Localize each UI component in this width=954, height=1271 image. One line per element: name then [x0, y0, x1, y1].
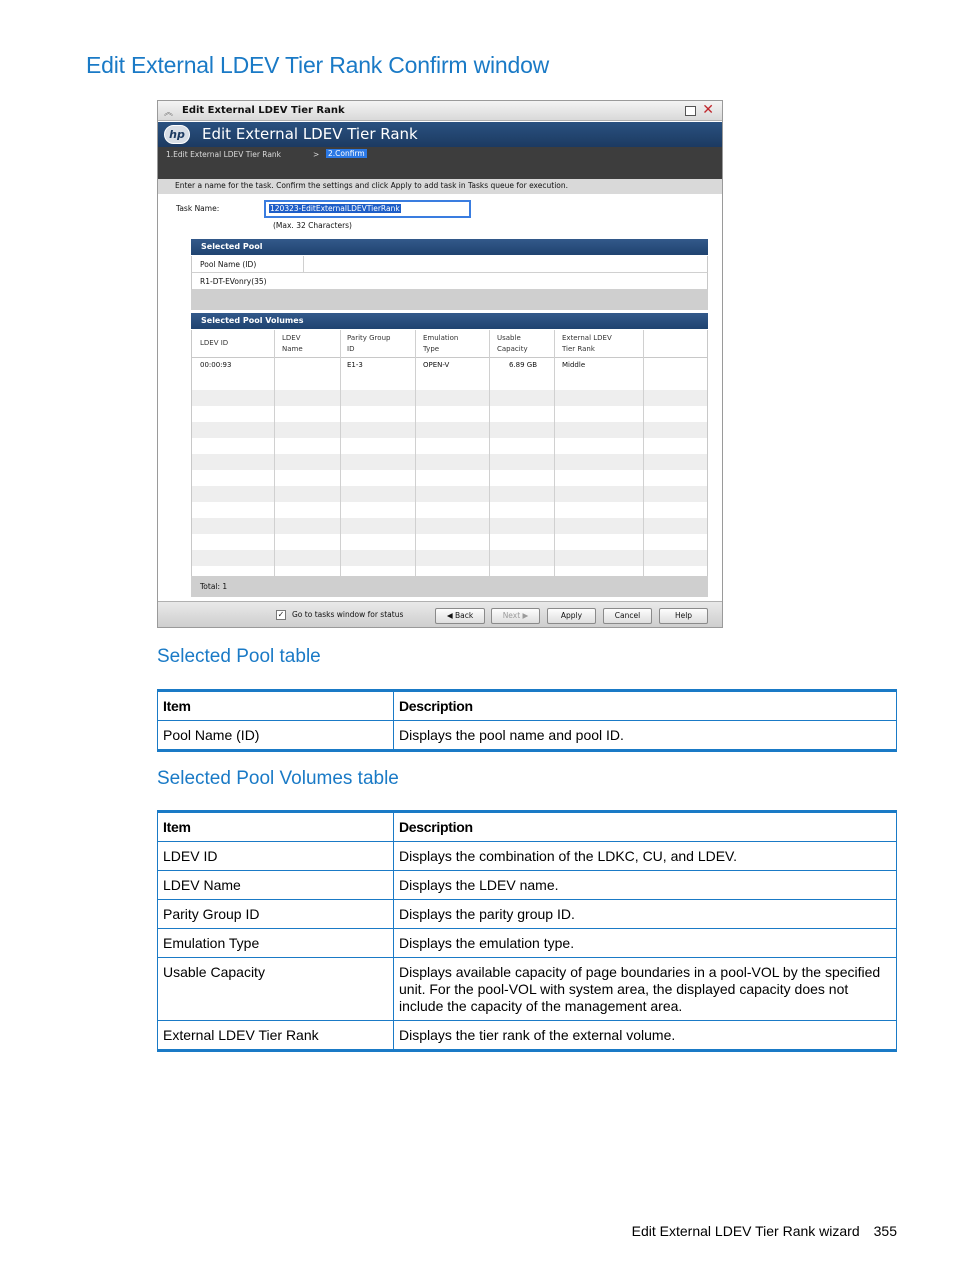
- ldev-id-cell: 00:00:93: [200, 361, 232, 369]
- description-cell: Displays the parity group ID.: [394, 900, 897, 929]
- item-header: Item: [158, 812, 394, 842]
- page-footer: [632, 1223, 897, 1239]
- task-name-input[interactable]: [264, 200, 471, 218]
- table-row[interactable]: [192, 358, 707, 374]
- table-row: [158, 1021, 897, 1051]
- pool-name-value: R1-DT-EVonry(35): [200, 277, 267, 286]
- item-cell: LDEV Name: [158, 871, 394, 900]
- selected-pool-volumes-table-heading: Selected Pool Volumes table: [157, 768, 399, 789]
- selected-pool-volumes-header: Selected Pool Volumes: [191, 313, 708, 329]
- step-arrow: >: [313, 150, 320, 159]
- item-cell: External LDEV Tier Rank: [158, 1021, 394, 1051]
- item-cell: Parity Group ID: [158, 900, 394, 929]
- pool-value-row[interactable]: [191, 273, 708, 290]
- tier-rank-cell: Middle: [562, 361, 586, 369]
- maximize-icon[interactable]: [685, 106, 696, 116]
- table-row: [158, 900, 897, 929]
- window-banner: [158, 122, 722, 147]
- col-usable-capacity[interactable]: Usable Capacity: [497, 334, 528, 353]
- volumes-table-body: [191, 358, 708, 576]
- table-header-row: [158, 812, 897, 842]
- selected-pool-header: Selected Pool: [191, 239, 708, 255]
- item-cell: Pool Name (ID): [158, 721, 394, 751]
- task-name-hint: (Max. 32 Characters): [273, 221, 352, 230]
- col-emulation-type[interactable]: Emulation Type: [423, 334, 459, 353]
- help-button[interactable]: Help: [659, 608, 708, 624]
- close-icon[interactable]: ✕: [702, 102, 714, 118]
- edit-tier-rank-window: [157, 100, 723, 628]
- hp-logo-icon: hp: [164, 125, 190, 144]
- apply-button[interactable]: Apply: [547, 608, 596, 624]
- col-ldev-name[interactable]: LDEV Name: [282, 334, 303, 353]
- col-parity-group[interactable]: Parity Group ID: [347, 334, 391, 353]
- selected-pool-table-heading: Selected Pool table: [157, 646, 321, 667]
- table-row: [158, 929, 897, 958]
- table-header-row: [158, 691, 897, 721]
- col-ldev-id[interactable]: LDEV ID: [200, 339, 229, 347]
- cancel-button[interactable]: Cancel: [603, 608, 652, 624]
- instruction-bar: [158, 179, 722, 194]
- col-tier-rank[interactable]: External LDEV Tier Rank: [562, 334, 612, 353]
- footer-title: Edit External LDEV Tier Rank wizard: [631, 1223, 860, 1239]
- table-row: [158, 958, 897, 1021]
- next-button[interactable]: Next ▶: [491, 608, 540, 624]
- pool-name-header: Pool Name (ID): [200, 260, 257, 269]
- description-cell: Displays the LDEV name.: [394, 871, 897, 900]
- back-button[interactable]: ◀ Back: [435, 608, 485, 624]
- page-heading: Edit External LDEV Tier Rank Confirm window: [86, 52, 550, 78]
- item-cell: Usable Capacity: [158, 958, 394, 1021]
- capacity-cell: 6.89 GB: [509, 361, 538, 369]
- description-cell: Displays the tier rank of the external volume.: [394, 1021, 897, 1051]
- window-title: Edit External LDEV Tier Rank: [182, 105, 345, 116]
- description-cell: Displays available capacity of page boundaries in a pool-VOL by the specified unit. For the pool-VOL with system area, the displayed capacity does not include the capacity of the management area.: [394, 958, 897, 1021]
- table-row: [158, 842, 897, 871]
- item-cell: Emulation Type: [158, 929, 394, 958]
- window-footer: [158, 601, 722, 628]
- pool-empty-area: [191, 290, 708, 310]
- task-name-label: Task Name:: [176, 204, 220, 213]
- emulation-cell: OPEN-V: [423, 361, 450, 369]
- go-to-tasks-label: Go to tasks window for status: [292, 610, 404, 619]
- step-edit: 1.Edit External LDEV Tier Rank: [166, 150, 282, 159]
- task-name-value: 120323-EditExternalLDEVTierRank: [270, 204, 400, 213]
- banner-title: Edit External LDEV Tier Rank: [202, 125, 418, 143]
- description-header: Description: [394, 691, 897, 721]
- parity-group-cell: E1-3: [347, 361, 363, 369]
- pool-header-row: [191, 256, 708, 273]
- wizard-steps: [158, 147, 722, 179]
- volumes-column-headers: [191, 330, 708, 358]
- instruction-text: Enter a name for the task. Confirm the settings and click Apply to add task in Tasks queue for execution.: [175, 181, 569, 190]
- item-header: Item: [158, 691, 394, 721]
- selected-pool-table: [157, 689, 897, 752]
- go-to-tasks-checkbox[interactable]: ✓: [277, 610, 285, 619]
- description-header: Description: [394, 812, 897, 842]
- window-titlebar: [158, 101, 722, 121]
- page-number: 355: [873, 1223, 897, 1239]
- description-cell: Displays the emulation type.: [394, 929, 897, 958]
- volumes-total: Total: 1: [200, 582, 228, 591]
- step-confirm: 2.Confirm: [328, 149, 365, 158]
- table-row: [158, 721, 897, 751]
- item-cell: LDEV ID: [158, 842, 394, 871]
- description-cell: Displays the pool name and pool ID.: [394, 721, 897, 751]
- volumes-total-bar: [191, 576, 708, 597]
- description-cell: Displays the combination of the LDKC, CU, and LDEV.: [394, 842, 897, 871]
- collapse-icon[interactable]: ︽: [164, 108, 174, 118]
- table-row: [158, 871, 897, 900]
- selected-pool-volumes-table: [157, 810, 897, 1052]
